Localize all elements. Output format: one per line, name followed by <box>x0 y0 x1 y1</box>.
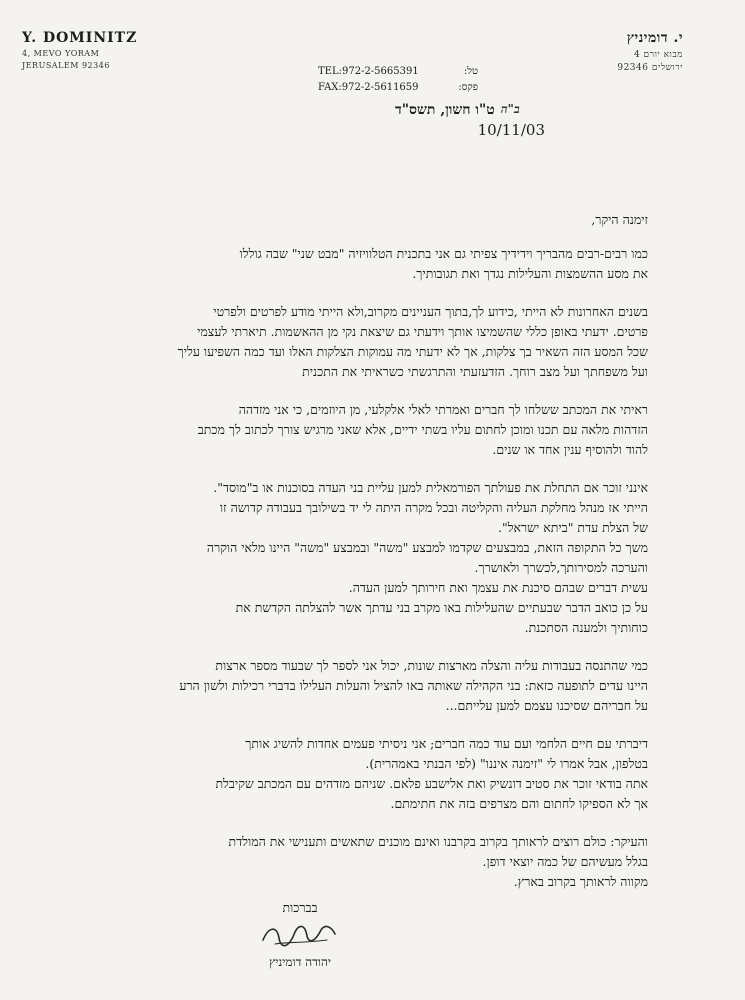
text-line: בשנים האחרונות לא הייתי ,כידוע לך,בתוך העניינים מקרוב,ולא הייתי מודע לפרטים ולפרטי <box>213 304 648 319</box>
text-line: מקווה לראותך בקרוב בארץ. <box>513 874 648 889</box>
text-line: הזדהות מלאה עם תכנו ומוכן לחתום עליו בשתי ידיים, אלא שאני מרגיש צורך לכתוב לך מכתב <box>197 422 648 437</box>
text-line: להוד ולהוסיף ענין אחד או שנים. <box>492 442 648 457</box>
tel-number: TEL:972-2-5665391 <box>318 66 419 77</box>
paragraph <box>72 302 648 382</box>
text-line: אך לא הספיקו לחתום והם מצרפים בזה את חתימתם. <box>390 796 648 811</box>
fax-label: פקס: <box>458 82 478 93</box>
signer-name: יהודה דומיניץ <box>268 955 331 969</box>
text-line: את מסע ההשמצות והעלילות נגדך ואת תגובותיך. <box>412 266 648 281</box>
signature-icon <box>235 918 365 952</box>
paragraph <box>72 734 648 814</box>
date-hebrew-row <box>395 102 615 119</box>
sender-city-english: JERUSALEM 92346 <box>22 61 110 70</box>
text-line: שכל המסע הזה השאיר בך צלקות, אך לא ידעתי מה עמוקות הצלקות האלו ועד כמה השפיעו עליך <box>177 344 648 359</box>
date-block <box>395 102 615 139</box>
text-line: דיברתי עם חיים הלחמי ועם עוד כמה חברים; אני ניסיתי פעמים אחדות להשיג אותך <box>245 736 648 751</box>
text-line: משך כל התקופה הזאת, במבצעים שקדמו למבצע "משה" ובמבצע "משה" היינו מלאי הוקרה <box>206 540 648 555</box>
sender-name-english: Y. DOMINITZ <box>22 30 138 46</box>
closing-block <box>235 898 365 972</box>
text-line: והעיקר: כולם רוצים לראותך בקרוב בקרבנו ואינם מוכנים שתאשים ותענישי את המולדת <box>228 834 648 849</box>
text-line: פרטים. ידעתי באופן כללי שהשמיצו אותך וידעתי גם שיצאת נקי מן ההאשמות. תיארתי לעצמי <box>197 324 648 339</box>
tel-row <box>318 64 478 80</box>
text-line: ראיתי את המכתב ששלחו לך חברים ואמרתי לאלי אלקלעי, מן היוזמים, כי אני מזדהה <box>238 402 648 417</box>
text-line: אינני זוכר אם התחלת את פעולתך הפורמאלית למען עליית בני העדה בסוכנות או ב"מוסד". <box>213 480 648 495</box>
fax-number: FAX:972-2-5611659 <box>318 82 419 93</box>
text-line: כמו רבים-רבים מהבריך וידידיך צפיתי גם אני בתכנית הטלוויזיה "מבט שני" שבה גוללו <box>239 246 648 261</box>
sender-name-hebrew: י. דומיניץ <box>626 30 683 46</box>
text-line: ועל משפחתך ועל מצב רוחך. הזדעזעתי והתרגשתי כשראיתי את התכנית <box>302 364 648 379</box>
closing-blessing: בברכות <box>282 900 318 915</box>
letterhead-hebrew <box>563 30 683 73</box>
sender-street-english: 4, MEVO YORAM <box>22 49 100 58</box>
paragraph <box>72 656 648 716</box>
sender-city-hebrew: ירושלים 92346 <box>617 63 683 73</box>
paragraph <box>72 832 648 892</box>
date-gregorian: 10/11/03 <box>477 121 545 139</box>
text-line: עשית דברים שבהם סיכנת את עצמך ואת חירותך למען העדה. <box>348 580 648 595</box>
contact-block <box>318 64 478 96</box>
paragraph <box>72 478 648 638</box>
text-line: כוחותיך ולמענה הסתכנת. <box>524 620 648 635</box>
handwritten-note: ב"ה <box>500 102 520 116</box>
text-line: היינו עדים לתופעה כזאת: בני הקהילה שאותה באו להציל והעלות העלילו בדברי רכילות ולשון הרע <box>179 678 648 693</box>
text-line: בגלל מעשיהם של כמה יוצאי דופן. <box>482 854 648 869</box>
fax-row <box>318 80 478 96</box>
tel-label: טל: <box>463 66 478 77</box>
text-line: הייתי אז מנהל מחלקת העליה והקליטה ובכל מקרה היתה לי יד בשילובך בעבודה קדושה זו <box>219 500 648 515</box>
text-line: בטלפון, אבל אמרו לי "זימנה איננו" (לפי הבנתי באמהרית). <box>365 756 648 771</box>
paragraphs <box>72 244 648 892</box>
text-line: של הצלת עדת "ביתא ישראל". <box>497 520 648 535</box>
salutation: זימנה היקר, <box>591 212 648 227</box>
letterhead-english <box>22 30 162 70</box>
text-line: והערכה למסירותך,לכשרך ולאושרך. <box>474 560 648 575</box>
text-line: כמי שהתנסה בעבודות עליה והצלה מארצות שונות, יכול אני לספר לך שבעוד מספר ארצות <box>215 658 648 673</box>
paragraph <box>72 244 648 284</box>
text-line: על כן כואב הדבר שבעתיים שהעלילות באו מקרב בני עדתך אשר להצלתה הקדשת את <box>235 600 648 615</box>
text-line: אתה בודאי זוכר את סטיב דונשיק ואת אלישבע פלאם. שניהם מזדהים עם המכתב שקיבלת <box>215 776 648 791</box>
sender-street-hebrew: מבוא יורם 4 <box>633 50 683 60</box>
text-line: על חבריהם שסיכנו עצמם למען עלייתם... <box>445 698 648 713</box>
date-hebrew: ט"ו חשון, תשס"ד <box>395 102 495 118</box>
paragraph <box>72 400 648 460</box>
letter-body <box>72 210 648 910</box>
